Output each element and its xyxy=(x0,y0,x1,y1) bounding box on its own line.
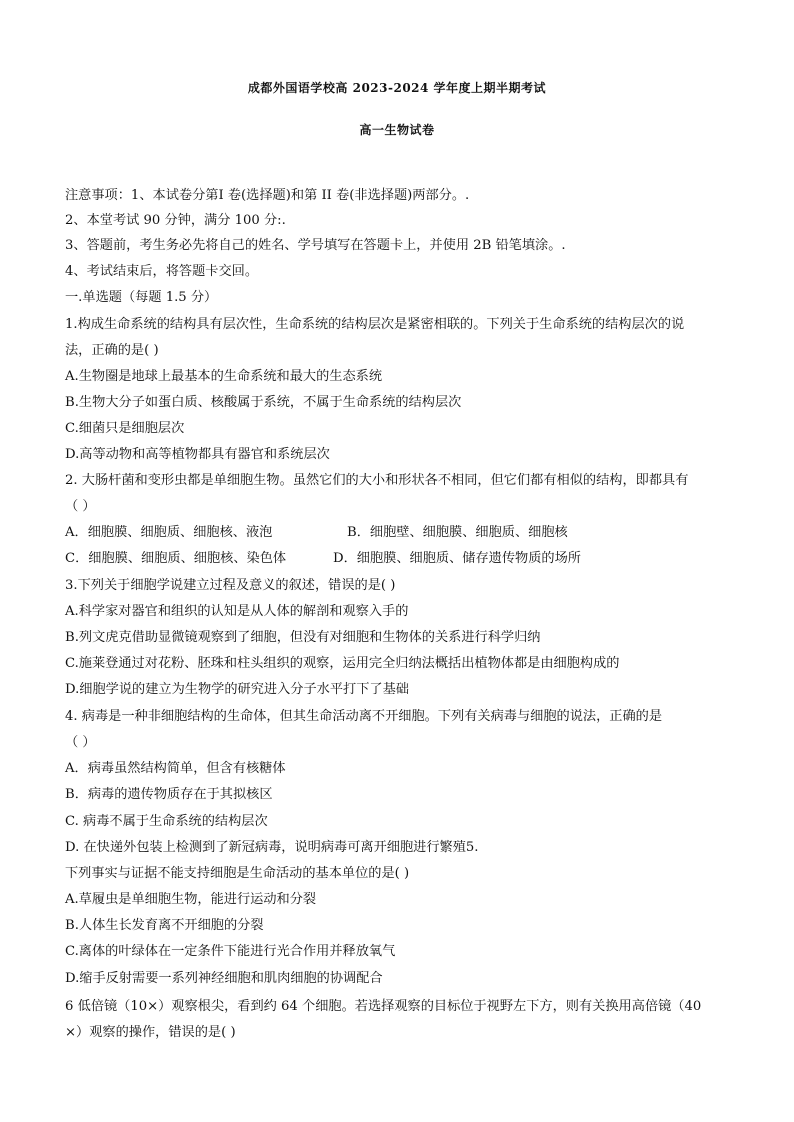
q5-option-a: A.草履虫是单细胞生物，能进行运动和分裂 xyxy=(65,892,317,907)
q4-option-a: A．病毒虽然结构简单，但含有核糖体 xyxy=(65,761,286,776)
note-4: 4、考试结束后，将答题卡交回。 xyxy=(65,264,259,279)
q4-stem-line2: （ ） xyxy=(65,735,96,750)
q4-option-c: C. 病毒不属于生命系统的结构层次 xyxy=(65,814,268,829)
q5-option-d: D.缩手反射需要一系列神经细胞和肌肉细胞的协调配合 xyxy=(65,971,383,986)
exam-title: 成都外国语学校高 2023-2024 学年度上期半期考试 xyxy=(247,81,547,95)
q1-option-d: D.高等动物和高等植物都具有器官和系统层次 xyxy=(65,447,330,462)
q2-option-a: A．细胞膜、细胞质、细胞核、液泡 xyxy=(65,525,273,540)
q1-stem-line2: 法，正确的是( ) xyxy=(65,343,159,358)
q6-stem-line2: ×）观察的操作，错误的是( ) xyxy=(65,1025,236,1040)
q3-stem: 3.下列关于细胞学说建立过程及意义的叙述，错误的是( ) xyxy=(65,578,396,593)
q2-option-b: B．细胞壁、细胞膜、细胞质、细胞核 xyxy=(347,525,568,540)
section-heading: 一.单选题（每题 1.5 分） xyxy=(65,290,218,305)
q1-option-b: B.生物大分子如蛋白质、核酸属于系统，不属于生命系统的结构层次 xyxy=(65,395,462,410)
q4-option-b: B．病毒的遗传物质存在于其拟核区 xyxy=(65,787,273,802)
note-1: 注意事项：1、本试卷分第I 卷(选择题)和第 II 卷(非选择题)两部分。. xyxy=(65,188,470,203)
q3-option-b: B.列文虎克借助显微镜观察到了细胞，但没有对细胞和生物体的关系进行科学归纳 xyxy=(65,630,541,645)
q2-option-c: C．细胞膜、细胞质、细胞核、染色体 xyxy=(65,551,287,566)
q6-stem-line1: 6 低倍镜（10×）观察根尖，看到约 64 个细胞。若选择观察的目标位于视野左下方，则有关换用高倍镜（40 xyxy=(65,999,702,1014)
q4-stem-line1: 4. 病毒是一种非细胞结构的生命体，但其生命活动离不开细胞。下列有关病毒与细胞的说法，正确的是 xyxy=(65,709,663,724)
note-2: 2、本堂考试 90 分钟，满分 100 分:. xyxy=(65,213,286,228)
q3-option-d: D.细胞学说的建立为生物学的研究进入分子水平打下了基础 xyxy=(65,682,409,697)
q1-stem-line1: 1.构成生命系统的结构具有层次性，生命系统的结构层次是紧密相联的。下列关于生命系统的结构层次的说 xyxy=(65,317,685,332)
q5-option-c: C.离体的叶绿体在一定条件下能进行光合作用并释放氧气 xyxy=(65,944,396,959)
exam-subtitle: 高一生物试卷 xyxy=(359,123,435,137)
q1-option-c: C.细菌只是细胞层次 xyxy=(65,421,185,436)
q2-stem-line1: 2. 大肠杆菌和变形虫都是单细胞生物。虽然它们的大小和形状各不相同，但它们都有相似的结构，即都具有 xyxy=(65,473,689,488)
q3-option-a: A.科学家对器官和组织的认知是从人体的解剖和观察入手的 xyxy=(65,604,409,619)
q5-option-b: B.人体生长发育离不开细胞的分裂 xyxy=(65,918,264,933)
q4-option-d: D. 在快递外包装上检测到了新冠病毒，说明病毒可离开细胞进行繁殖5. xyxy=(65,840,479,855)
q1-option-a: A.生物圈是地球上最基本的生命系统和最大的生态系统 xyxy=(65,369,383,384)
note-3: 3、答题前，考生务必先将自己的姓名、学号填写在答题卡上，并使用 2B 铅笔填涂。. xyxy=(65,238,566,253)
q3-option-c: C.施莱登通过对花粉、胚珠和柱头组织的观察，运用完全归纳法概括出植物体都是由细胞构成的 xyxy=(65,656,620,671)
q5-stem: 下列事实与证据不能支持细胞是生命活动的基本单位的是( ) xyxy=(65,866,410,881)
q2-option-d: D．细胞膜、细胞质、储存遗传物质的场所 xyxy=(333,551,581,566)
q2-stem-line2: （ ） xyxy=(65,499,96,514)
